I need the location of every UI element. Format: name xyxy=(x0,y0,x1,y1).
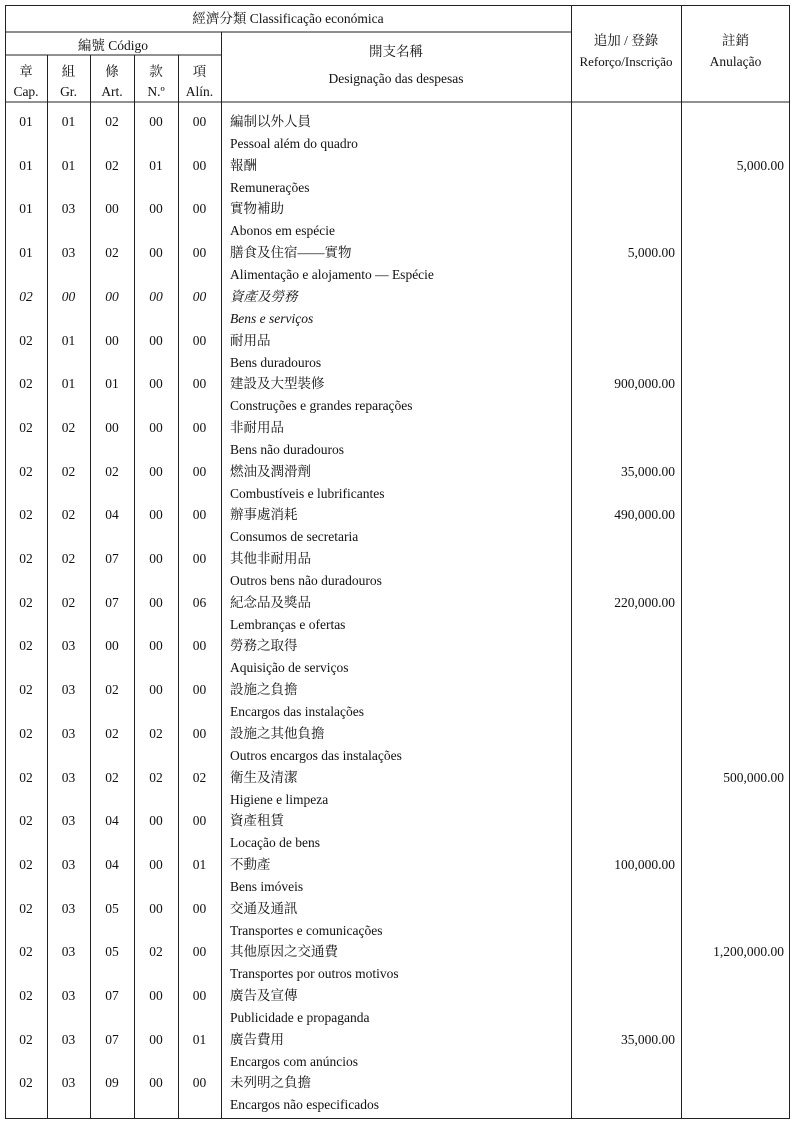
designation-pt: Encargos com anúncios xyxy=(230,1053,358,1069)
header-gr-zh: 組 xyxy=(61,64,76,79)
designation-pt: Combustíveis e lubrificantes xyxy=(230,485,385,501)
code-cap: 02 xyxy=(19,769,33,785)
code-num: 00 xyxy=(149,245,163,261)
designation-pt: Bens não duradouros xyxy=(230,441,344,457)
designation-pt: Lembranças e ofertas xyxy=(230,616,346,632)
code-num: 00 xyxy=(149,900,163,916)
code-cap: 02 xyxy=(19,813,33,829)
code-art: 02 xyxy=(105,682,119,698)
code-art: 02 xyxy=(105,463,119,479)
code-gr: 03 xyxy=(61,682,76,698)
code-art: 00 xyxy=(105,638,119,654)
code-gr: 02 xyxy=(61,594,76,610)
code-gr: 03 xyxy=(61,813,76,829)
header-alin-pt: Alín. xyxy=(185,84,214,99)
designation-zh: 紀念品及獎品 xyxy=(230,594,311,610)
reforco-value: 35,000.00 xyxy=(621,1031,675,1047)
code-art: 04 xyxy=(105,507,119,523)
code-num: 00 xyxy=(149,682,163,698)
code-cap: 02 xyxy=(19,682,33,698)
code-num: 00 xyxy=(149,201,163,217)
anulacao-value: 500,000.00 xyxy=(723,769,784,785)
code-gr: 03 xyxy=(61,900,76,916)
code-alin: 00 xyxy=(192,1075,207,1091)
code-num: 01 xyxy=(149,157,163,173)
code-art: 00 xyxy=(105,201,119,217)
code-art: 02 xyxy=(105,769,119,785)
designation-pt: Bens e serviços xyxy=(230,310,314,326)
code-alin: 00 xyxy=(192,245,207,261)
designation-pt: Encargos das instalações xyxy=(230,704,364,720)
header-anulacao-zh: 註銷 xyxy=(722,33,749,48)
designation-pt: Abonos em espécie xyxy=(230,223,335,239)
code-art: 07 xyxy=(105,1031,119,1047)
designation-zh: 建設及大型裝修 xyxy=(230,376,325,392)
code-cap: 02 xyxy=(19,594,33,610)
code-num: 00 xyxy=(149,1031,163,1047)
designation-zh: 其他原因之交通費 xyxy=(230,944,338,960)
code-art: 09 xyxy=(105,1075,119,1091)
code-num: 00 xyxy=(149,463,163,479)
designation-pt: Outros bens não duradouros xyxy=(230,573,382,588)
code-alin: 00 xyxy=(192,507,207,523)
code-alin: 00 xyxy=(192,551,207,566)
code-num: 00 xyxy=(149,332,163,348)
code-alin: 01 xyxy=(192,856,207,872)
designation-pt: Remunerações xyxy=(230,179,310,195)
code-gr: 03 xyxy=(61,944,76,960)
code-gr: 03 xyxy=(61,245,76,261)
code-cap: 02 xyxy=(19,856,33,872)
code-alin: 00 xyxy=(192,419,207,435)
code-art: 02 xyxy=(105,157,119,173)
code-cap: 02 xyxy=(19,376,33,392)
header-designacao-pt: Designação das despesas xyxy=(328,71,464,86)
budget-table xyxy=(5,5,790,1119)
code-gr: 00 xyxy=(61,288,76,304)
code-alin: 00 xyxy=(192,332,207,348)
code-cap: 02 xyxy=(19,1031,33,1047)
anulacao-value: 5,000.00 xyxy=(736,157,784,173)
header-reforco-zh: 追加 / 登錄 xyxy=(593,33,659,48)
code-alin: 00 xyxy=(192,944,207,960)
reforco-value: 220,000.00 xyxy=(614,594,675,610)
code-art: 00 xyxy=(105,332,119,348)
designation-zh: 資產及勞務 xyxy=(230,288,298,304)
designation-zh: 其他非耐用品 xyxy=(230,551,311,566)
reforco-value: 5,000.00 xyxy=(627,245,675,261)
designation-zh: 不動產 xyxy=(230,856,271,872)
designation-zh: 勞務之取得 xyxy=(230,638,298,654)
code-cap: 02 xyxy=(19,551,33,566)
designation-pt: Higiene e limpeza xyxy=(230,791,329,807)
code-gr: 02 xyxy=(61,419,76,435)
code-alin: 00 xyxy=(192,725,207,741)
code-art: 04 xyxy=(105,813,119,829)
header-cap-zh: 章 xyxy=(19,64,33,79)
code-art: 00 xyxy=(105,288,119,304)
code-alin: 01 xyxy=(192,1031,207,1047)
designation-pt: Locação de bens xyxy=(230,835,320,851)
code-gr: 02 xyxy=(61,551,76,566)
code-art: 07 xyxy=(105,594,119,610)
header-cap-pt: Cap. xyxy=(13,84,39,99)
reforco-value: 900,000.00 xyxy=(614,376,675,392)
designation-zh: 辦事處消耗 xyxy=(230,507,298,523)
code-art: 00 xyxy=(105,419,119,435)
code-cap: 02 xyxy=(19,988,33,1003)
code-alin: 00 xyxy=(192,201,207,217)
code-num: 02 xyxy=(149,769,163,785)
code-gr: 01 xyxy=(61,114,76,129)
designation-zh: 報酬 xyxy=(230,157,257,173)
designation-zh: 膳食及住宿——實物 xyxy=(230,245,352,261)
designation-zh: 衛生及清潔 xyxy=(230,769,298,785)
designation-pt: Alimentação e alojamento — Espécie xyxy=(230,267,434,283)
code-art: 02 xyxy=(105,114,119,129)
code-cap: 01 xyxy=(19,157,33,173)
code-cap: 01 xyxy=(19,245,33,261)
header-num-zh: 款 xyxy=(149,64,163,79)
code-gr: 03 xyxy=(61,856,76,872)
code-art: 05 xyxy=(105,944,119,960)
code-gr: 02 xyxy=(61,507,76,523)
code-gr: 03 xyxy=(61,769,76,785)
code-art: 01 xyxy=(105,376,119,392)
designation-zh: 設施之負擔 xyxy=(230,682,298,698)
code-cap: 02 xyxy=(19,638,33,654)
code-num: 00 xyxy=(149,114,163,129)
code-art: 05 xyxy=(105,900,119,916)
designation-pt: Encargos não especificados xyxy=(230,1097,379,1113)
code-alin: 02 xyxy=(192,769,207,785)
designation-pt: Pessoal além do quadro xyxy=(230,136,358,151)
header-gr-pt: Gr. xyxy=(60,84,77,99)
reforco-value: 35,000.00 xyxy=(621,463,675,479)
code-cap: 01 xyxy=(19,201,33,217)
designation-zh: 廣告及宣傳 xyxy=(230,988,298,1003)
code-art: 07 xyxy=(105,988,119,1003)
designation-zh: 廣告費用 xyxy=(230,1031,284,1047)
code-num: 00 xyxy=(149,638,163,654)
code-num: 00 xyxy=(149,419,163,435)
designation-zh: 燃油及潤滑劑 xyxy=(230,463,311,479)
designation-pt: Construções e grandes reparações xyxy=(230,398,413,414)
code-alin: 06 xyxy=(192,594,207,610)
code-alin: 00 xyxy=(192,114,207,129)
reforco-value: 490,000.00 xyxy=(614,507,675,523)
code-num: 02 xyxy=(149,725,163,741)
code-gr: 03 xyxy=(61,988,76,1003)
code-num: 02 xyxy=(149,944,163,960)
code-cap: 02 xyxy=(19,419,33,435)
code-art: 07 xyxy=(105,551,119,566)
header-designacao-zh: 開支名稱 xyxy=(369,44,423,59)
code-alin: 00 xyxy=(192,638,207,654)
designation-zh: 資產租賃 xyxy=(230,813,284,829)
code-alin: 00 xyxy=(192,900,207,916)
reforco-value: 100,000.00 xyxy=(614,856,675,872)
code-gr: 03 xyxy=(61,1075,76,1091)
code-cap: 02 xyxy=(19,725,33,741)
designation-pt: Transportes e comunicações xyxy=(230,922,383,938)
code-num: 00 xyxy=(149,594,163,610)
code-num: 00 xyxy=(149,507,163,523)
header-art-pt: Art. xyxy=(101,84,123,99)
designation-zh: 交通及通訊 xyxy=(230,900,298,916)
designation-zh: 實物補助 xyxy=(230,201,284,217)
designation-pt: Transportes por outros motivos xyxy=(230,966,399,982)
code-alin: 00 xyxy=(192,157,207,173)
designation-pt: Publicidade e propaganda xyxy=(230,1010,370,1025)
code-cap: 02 xyxy=(19,463,33,479)
code-gr: 03 xyxy=(61,725,76,741)
code-gr: 03 xyxy=(61,638,76,654)
code-cap: 02 xyxy=(19,507,33,523)
code-cap: 02 xyxy=(19,900,33,916)
designation-zh: 非耐用品 xyxy=(230,419,284,435)
designation-pt: Bens imóveis xyxy=(230,878,304,894)
code-cap: 02 xyxy=(19,332,33,348)
designation-zh: 未列明之負擔 xyxy=(230,1075,311,1091)
code-gr: 01 xyxy=(61,332,76,348)
code-alin: 00 xyxy=(192,463,207,479)
header-classification: 經濟分類 Classificação económica xyxy=(192,11,384,26)
code-num: 00 xyxy=(149,856,163,872)
code-num: 00 xyxy=(149,288,163,304)
designation-zh: 編制以外人員 xyxy=(230,114,311,129)
designation-zh: 設施之其他負擔 xyxy=(230,725,325,741)
header-num-pt: N.º xyxy=(147,84,165,99)
designation-pt: Consumos de secretaria xyxy=(230,529,359,545)
code-art: 02 xyxy=(105,725,119,741)
code-alin: 00 xyxy=(192,813,207,829)
code-alin: 00 xyxy=(192,988,207,1003)
code-gr: 03 xyxy=(61,201,76,217)
code-alin: 00 xyxy=(192,288,207,304)
code-gr: 03 xyxy=(61,1031,76,1047)
code-gr: 02 xyxy=(61,463,76,479)
designation-pt: Outros encargos das instalações xyxy=(230,747,402,763)
header-codigo: 編號 Código xyxy=(77,38,149,53)
designation-pt: Aquisição de serviços xyxy=(230,660,349,676)
designation-zh: 耐用品 xyxy=(230,332,271,348)
code-art: 02 xyxy=(105,245,119,261)
designation-pt: Bens duradouros xyxy=(230,354,322,370)
code-art: 04 xyxy=(105,856,119,872)
header-alin-zh: 項 xyxy=(192,64,207,79)
code-num: 00 xyxy=(149,551,163,566)
anulacao-value: 1,200,000.00 xyxy=(713,944,784,960)
code-gr: 01 xyxy=(61,157,76,173)
header-reforco-pt: Reforço/Inscrição xyxy=(579,54,673,69)
header-anulacao-pt: Anulação xyxy=(709,54,762,69)
code-cap: 02 xyxy=(19,1075,33,1091)
code-alin: 00 xyxy=(192,376,207,392)
code-gr: 01 xyxy=(61,376,76,392)
code-num: 00 xyxy=(149,813,163,829)
code-cap: 01 xyxy=(19,114,33,129)
code-num: 00 xyxy=(149,1075,163,1091)
code-num: 00 xyxy=(149,988,163,1003)
code-cap: 02 xyxy=(19,288,33,304)
code-cap: 02 xyxy=(19,944,33,960)
header-art-zh: 條 xyxy=(105,64,119,79)
code-alin: 00 xyxy=(192,682,207,698)
code-num: 00 xyxy=(149,376,163,392)
